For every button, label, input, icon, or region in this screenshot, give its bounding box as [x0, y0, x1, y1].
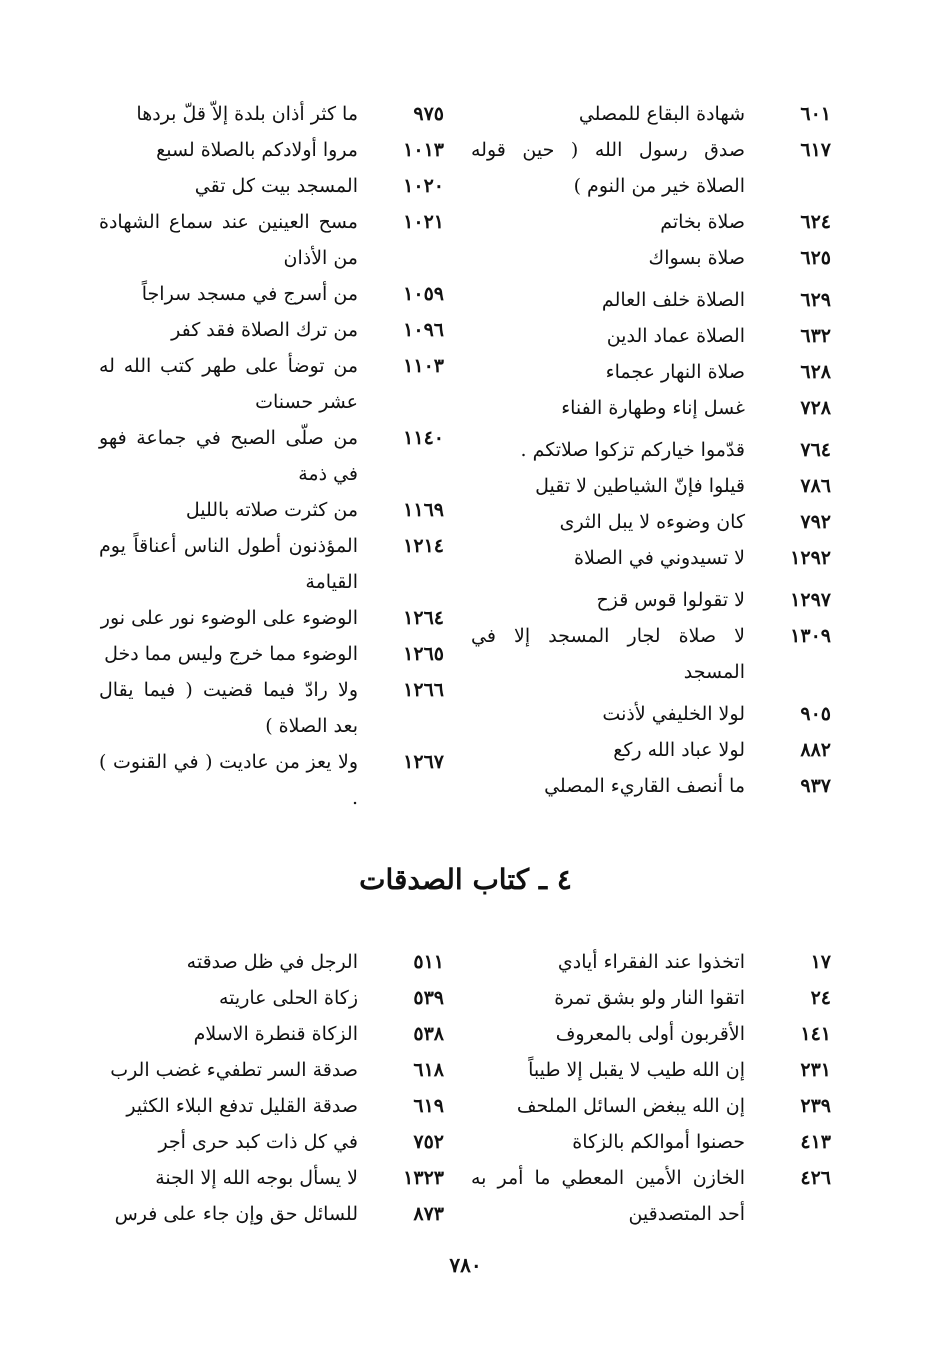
- index-entry: [99, 420, 444, 492]
- index-entry: [471, 132, 831, 204]
- index-entry: [99, 204, 444, 276]
- entry-text: صلاة بسواك: [648, 247, 745, 269]
- index-entry: [99, 1124, 444, 1160]
- entry-number: ٦٢٨: [800, 361, 831, 383]
- entry-number: ٥٣٨: [413, 1023, 444, 1045]
- entry-text: زكاة الحلى عاريته: [218, 987, 358, 1009]
- entry-text: صلاة بخاتم: [660, 211, 745, 233]
- index-entry: [471, 696, 831, 732]
- entry-number: ١٠٢١: [403, 211, 444, 233]
- entry-text: كان وضوءه لا يبل الثرى: [559, 511, 745, 533]
- entry-number: ١٢٦٤: [403, 607, 444, 629]
- index-entry: [99, 132, 444, 168]
- entry-number: ١٠١٣: [403, 139, 444, 161]
- entry-number: ٤١٣: [800, 1131, 831, 1153]
- index-entry: [471, 768, 831, 804]
- index-entry: [99, 1052, 444, 1088]
- entry-text: ولا يعز من عاديت ( في القنوت ) .: [99, 751, 358, 809]
- entry-number: ١٠٥٩: [403, 283, 444, 305]
- index-entry: [471, 468, 831, 504]
- index-entry: [471, 240, 831, 276]
- index-entry: [471, 1160, 831, 1232]
- entry-text: الوضوء على الوضوء نور على نور: [100, 607, 358, 629]
- entry-number: ٦٢٥: [800, 247, 831, 269]
- entry-text: من أسرج في مسجد سراجاً: [141, 283, 358, 305]
- entry-text: لا تسيدوني في الصلاة: [574, 547, 745, 569]
- index-entry: [471, 96, 831, 132]
- entry-text: صلاة النهار عجماء: [605, 361, 745, 383]
- entry-number: ١١٠٣: [403, 355, 444, 377]
- entry-text: غسل إناء وطهارة الفناء: [561, 397, 745, 419]
- entry-text: إن الله يبغض السائل الملحف: [516, 1095, 745, 1117]
- entry-text: قدّموا خياركم تزكوا صلاتكم .: [520, 439, 745, 461]
- entry-number: ٦٠١: [800, 103, 831, 125]
- entry-number: ١٣٠٩: [790, 625, 831, 647]
- index-entry: [471, 204, 831, 240]
- entry-number: ٦١٧: [800, 139, 831, 161]
- index-entry: [99, 96, 444, 132]
- index-entry: [471, 582, 831, 618]
- entry-text: حصنوا أموالكم بالزكاة: [572, 1131, 745, 1153]
- entry-number: ٩٠٥: [800, 703, 831, 725]
- entry-number: ٥١١: [413, 951, 444, 973]
- index-entry: [99, 744, 444, 816]
- index-entry: [99, 312, 444, 348]
- entry-text: الزكاة قنطرة الاسلام: [193, 1023, 358, 1045]
- index-entry: [99, 1196, 444, 1232]
- index-entry: [471, 390, 831, 426]
- index-entry: [99, 276, 444, 312]
- index-entry: [471, 1124, 831, 1160]
- entry-number: ٩٣٧: [800, 775, 831, 797]
- entry-number: ١٢١٤: [403, 535, 444, 557]
- section2-right-column: [471, 944, 831, 1232]
- index-entry: [471, 282, 831, 318]
- entry-text: للسائل حق وإن جاء على فرس: [114, 1203, 358, 1225]
- entry-number: ٦١٩: [413, 1095, 444, 1117]
- entry-number: ١٧: [810, 951, 831, 973]
- entry-text: صدقة القليل تدفع البلاء الكثير: [126, 1095, 358, 1117]
- index-entry: [99, 1160, 444, 1196]
- entry-text: في كل ذات كبد حرى أجر: [158, 1131, 358, 1153]
- entry-text: المسجد بيت كل تقي: [194, 175, 358, 197]
- index-entry: [471, 732, 831, 768]
- entry-text: من ترك الصلاة فقد كفر: [171, 319, 358, 341]
- entry-text: اتقوا النار ولو بشق تمرة: [554, 987, 745, 1009]
- entry-text: من توضأ على طهر كتب الله له عشر حسنات: [99, 355, 358, 413]
- entry-number: ٦٣٢: [800, 325, 831, 347]
- section1-left-column: [99, 96, 444, 816]
- entry-number: ١٢٦٥: [403, 643, 444, 665]
- entry-number: ٨٨٢: [800, 739, 831, 761]
- entry-text: الأقربون أولى بالمعروف: [555, 1023, 745, 1045]
- index-entry: [471, 1052, 831, 1088]
- page-number: ٧٨٠: [449, 1253, 482, 1277]
- entry-text: قيلوا فإنّ الشياطين لا تقيل: [535, 475, 745, 497]
- entry-number: ٧٦٤: [800, 439, 831, 461]
- entry-text: لا صلاة لجار المسجد إلا في المسجد: [471, 625, 745, 683]
- entry-text: شهادة البقاع للمصلي: [578, 103, 745, 125]
- entry-text: ما كثر أذان بلدة إلاّ قلّ بردها: [136, 103, 358, 125]
- entry-text: لولا الخليفي لأذنت: [602, 703, 745, 725]
- index-entry: [99, 944, 444, 980]
- entry-number: ٦٢٤: [800, 211, 831, 233]
- index-entry: [471, 504, 831, 540]
- index-entry: [471, 944, 831, 980]
- index-entry: [471, 540, 831, 576]
- index-entry: [99, 528, 444, 600]
- entry-number: ١٢٦٧: [403, 751, 444, 773]
- entry-text: لولا عباد الله ركع: [613, 739, 745, 761]
- section1-right-column: [471, 96, 831, 804]
- entry-text: لا تقولوا قوس قزح: [596, 589, 745, 611]
- entry-number: ٤٢٦: [800, 1167, 831, 1189]
- entry-number: ١٤١: [800, 1023, 831, 1045]
- entry-number: ٥٣٩: [413, 987, 444, 1009]
- entry-number: ٢٣٩: [800, 1095, 831, 1117]
- entry-number: ١١٦٩: [403, 499, 444, 521]
- index-entry: [471, 1016, 831, 1052]
- index-entry: [99, 600, 444, 636]
- index-entry: [99, 980, 444, 1016]
- index-entry: [99, 492, 444, 528]
- entry-number: ٦٢٩: [800, 289, 831, 311]
- entry-number: ٧٥٢: [413, 1131, 444, 1153]
- index-entry: [99, 1016, 444, 1052]
- entry-text: المؤذنون أطول الناس أعناقاً يوم القيامة: [99, 535, 358, 593]
- entry-text: الخازن الأمين المعطي ما أمر به أحد المتصدقين: [471, 1167, 745, 1225]
- entry-number: ٦١٨: [413, 1059, 444, 1081]
- entry-text: صدق رسول الله ( حين قوله الصلاة خير من النوم ): [471, 139, 745, 197]
- index-entry: [471, 318, 831, 354]
- entry-number: ١٢٦٦: [403, 679, 444, 701]
- entry-text: من كثرت صلاته بالليل: [185, 499, 358, 521]
- entry-number: ١١٤٠: [403, 427, 444, 449]
- entry-text: مروا أولادكم بالصلاة لسبع: [156, 139, 358, 161]
- index-entry: [99, 168, 444, 204]
- index-entry: [471, 354, 831, 390]
- entry-text: ما أنصف القاريء المصلي: [544, 775, 745, 797]
- index-entry: [99, 636, 444, 672]
- entry-text: من صلّى الصبح في جماعة فهو في ذمة: [99, 427, 358, 485]
- index-entry: [471, 1088, 831, 1124]
- entry-text: صدقة السر تطفيء غضب الرب: [110, 1059, 358, 1081]
- index-entry: [99, 1088, 444, 1124]
- chapter-heading: ٤ ـ كتاب الصدقات: [359, 863, 572, 896]
- entry-text: مسح العينين عند سماع الشهادة من الأذان: [99, 211, 358, 269]
- entry-number: ٧٢٨: [800, 397, 831, 419]
- entry-number: ١٢٩٧: [790, 589, 831, 611]
- entry-number: ٩٧٥: [413, 103, 444, 125]
- index-entry: [99, 672, 444, 744]
- entry-number: ٢٤: [810, 987, 831, 1009]
- index-entry: [471, 432, 831, 468]
- entry-text: إن الله طيب لا يقبل إلا طيباً: [528, 1059, 745, 1081]
- entry-text: ولا رادّ فيما قضيت ( فيما يقال بعد الصلاة ): [99, 679, 358, 737]
- entry-number: ١٠٢٠: [403, 175, 444, 197]
- index-entry: [471, 980, 831, 1016]
- entry-number: ٧٨٦: [800, 475, 831, 497]
- entry-number: ١٠٩٦: [403, 319, 444, 341]
- entry-number: ١٢٩٢: [790, 547, 831, 569]
- entry-text: اتخذوا عند الفقراء أيادي: [557, 951, 745, 973]
- entry-number: ٨٧٣: [413, 1203, 444, 1225]
- entry-text: الصلاة خلف العالم: [601, 289, 745, 311]
- section2-left-column: [99, 944, 444, 1232]
- index-entry: [471, 618, 831, 690]
- entry-text: الرجل في ظل صدقته: [186, 951, 358, 973]
- entry-text: الصلاة عماد الدين: [606, 325, 745, 347]
- entry-text: الوضوء مما خرج وليس مما دخل: [104, 643, 358, 665]
- entry-number: ١٣٢٣: [403, 1167, 444, 1189]
- index-entry: [99, 348, 444, 420]
- entry-number: ٢٣١: [800, 1059, 831, 1081]
- entry-number: ٧٩٢: [800, 511, 831, 533]
- entry-text: لا يسأل بوجه الله إلا الجنة: [155, 1167, 358, 1189]
